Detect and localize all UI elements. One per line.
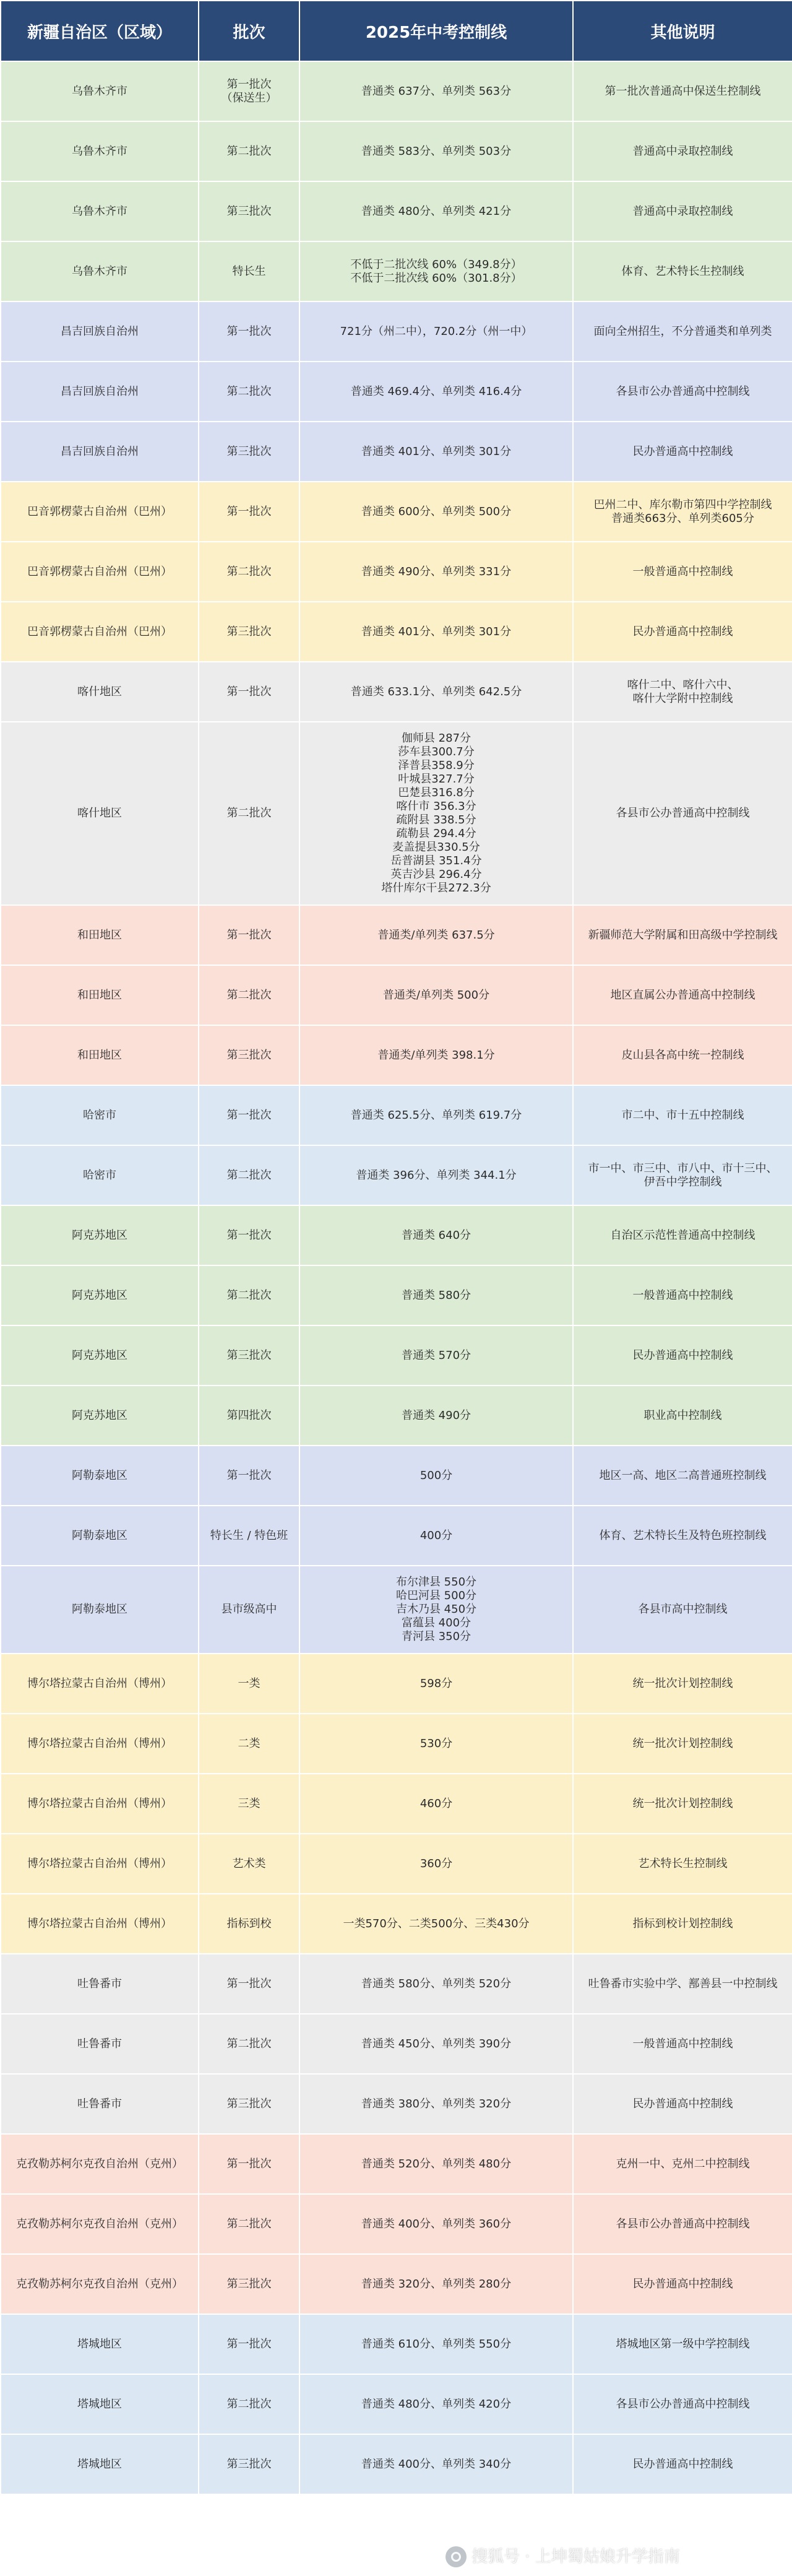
cell-region: 塔城地区: [1, 2434, 199, 2494]
cell-note: 塔城地区第一级中学控制线: [573, 2314, 792, 2374]
cell-note: 地区一高、地区二高普通班控制线: [573, 1446, 792, 1506]
cell-batch: 特长生 / 特色班: [199, 1506, 299, 1566]
cell-score: 一类570分、二类500分、三类430分: [299, 1894, 573, 1954]
cell-batch: 第二批次: [199, 2374, 299, 2434]
table-row: [1, 1145, 792, 1205]
cell-region: 哈密市: [1, 1085, 199, 1145]
cell-region: 吐鲁番市: [1, 1954, 199, 2014]
cell-score: 普通类 450分、单列类 390分: [299, 2014, 573, 2074]
cell-region: 塔城地区: [1, 2314, 199, 2374]
watermark: [446, 2544, 780, 2569]
cell-region: 克孜勒苏柯尔克孜自治州（克州）: [1, 2194, 199, 2254]
cell-note: 各县市公办普通高中控制线: [573, 362, 792, 422]
watermark-text: 搜狐号 · 上坤蜀姑娘升学指南: [471, 2548, 680, 2566]
cell-batch: 第二批次: [199, 1145, 299, 1205]
cell-score: 普通类/单列类 398.1分: [299, 1025, 573, 1085]
cell-region: 博尔塔拉蒙古自治州（博州）: [1, 1654, 199, 1714]
cell-batch: 艺术类: [199, 1834, 299, 1894]
cell-region: 乌鲁木齐市: [1, 181, 199, 241]
table-row: [1, 2254, 792, 2314]
table-row: [1, 1566, 792, 1654]
cell-region: 哈密市: [1, 1145, 199, 1205]
cell-batch: 第四批次: [199, 1386, 299, 1446]
cell-note: 普通高中录取控制线: [573, 121, 792, 181]
cell-score: 460分: [299, 1774, 573, 1834]
cell-region: 喀什地区: [1, 662, 199, 722]
header-region: 新疆自治区（区域）: [1, 1, 199, 61]
cell-region: 和田地区: [1, 905, 199, 965]
cell-batch: 第一批次: [199, 482, 299, 542]
cell-score: 360分: [299, 1834, 573, 1894]
cell-note: 统一批次计划控制线: [573, 1654, 792, 1714]
cell-batch: 第一批次: [199, 1446, 299, 1506]
cell-note: 指标到校计划控制线: [573, 1894, 792, 1954]
cell-note: 第一批次普通高中保送生控制线: [573, 61, 792, 121]
table-row: [1, 602, 792, 662]
cell-batch: 第二批次: [199, 965, 299, 1025]
cell-region: 博尔塔拉蒙古自治州（博州）: [1, 1894, 199, 1954]
table-row: [1, 121, 792, 181]
cell-batch: 第一批次: [199, 2314, 299, 2374]
table-body: [1, 61, 792, 2494]
cell-batch: 三类: [199, 1774, 299, 1834]
cell-score: 不低于二批次线 60%（349.8分） 不低于二批次线 60%（301.8分）: [299, 241, 573, 301]
cell-region: 阿勒泰地区: [1, 1566, 199, 1654]
cell-score: 布尔津县 550分 哈巴河县 500分 吉木乃县 450分 富蕴县 400分 青河县 350分: [299, 1566, 573, 1654]
cell-score: 普通类 490分: [299, 1386, 573, 1446]
cell-note: 民办普通高中控制线: [573, 2074, 792, 2134]
cell-region: 阿勒泰地区: [1, 1446, 199, 1506]
cell-note: 各县市公办普通高中控制线: [573, 2194, 792, 2254]
cell-batch: 第二批次: [199, 2014, 299, 2074]
cell-region: 塔城地区: [1, 2374, 199, 2434]
cell-batch: 第三批次: [199, 2074, 299, 2134]
cell-region: 博尔塔拉蒙古自治州（博州）: [1, 1714, 199, 1774]
cell-note: 民办普通高中控制线: [573, 2434, 792, 2494]
cell-score: 普通类 380分、单列类 320分: [299, 2074, 573, 2134]
cell-region: 吐鲁番市: [1, 2014, 199, 2074]
cell-note: 职业高中控制线: [573, 1386, 792, 1446]
cell-score: 普通类 580分、单列类 520分: [299, 1954, 573, 2014]
cell-score: 普通类 570分: [299, 1325, 573, 1386]
table-row: [1, 362, 792, 422]
cell-note: 一般普通高中控制线: [573, 2014, 792, 2074]
cell-note: 各县市高中控制线: [573, 1566, 792, 1654]
wechat-channel-icon: [446, 2546, 467, 2567]
cell-score: 普通类 583分、单列类 503分: [299, 121, 573, 181]
cell-score: 普通类 520分、单列类 480分: [299, 2134, 573, 2194]
cell-score: 500分: [299, 1446, 573, 1506]
cell-score: 普通类 580分: [299, 1265, 573, 1325]
cell-batch: 第一批次: [199, 301, 299, 362]
table-row: [1, 1085, 792, 1145]
cell-note: 吐鲁番市实验中学、鄯善县一中控制线: [573, 1954, 792, 2014]
cell-score: 普通类 625.5分、单列类 619.7分: [299, 1085, 573, 1145]
cell-note: 克州一中、克州二中控制线: [573, 2134, 792, 2194]
cell-note: 体育、艺术特长生及特色班控制线: [573, 1506, 792, 1566]
cell-note: 民办普通高中控制线: [573, 422, 792, 482]
cell-score: 普通类 401分、单列类 301分: [299, 422, 573, 482]
table-row: [1, 2014, 792, 2074]
cell-batch: 第三批次: [199, 181, 299, 241]
cell-score: 普通类 401分、单列类 301分: [299, 602, 573, 662]
cell-note: 一般普通高中控制线: [573, 542, 792, 602]
cell-region: 阿克苏地区: [1, 1386, 199, 1446]
cell-region: 昌吉回族自治州: [1, 301, 199, 362]
cell-batch: 第一批次: [199, 662, 299, 722]
header-note: 其他说明: [573, 1, 792, 61]
cell-region: 乌鲁木齐市: [1, 61, 199, 121]
table-row: [1, 542, 792, 602]
cell-score: 普通类 396分、单列类 344.1分: [299, 1145, 573, 1205]
cell-note: 巴州二中、库尔勒市第四中学控制线 普通类663分、单列类605分: [573, 482, 792, 542]
table-row: [1, 2434, 792, 2494]
cell-region: 昌吉回族自治州: [1, 422, 199, 482]
table-row: [1, 482, 792, 542]
cell-region: 和田地区: [1, 965, 199, 1025]
cell-batch: 第三批次: [199, 2434, 299, 2494]
cell-region: 喀什地区: [1, 722, 199, 905]
cell-region: 克孜勒苏柯尔克孜自治州（克州）: [1, 2134, 199, 2194]
cell-batch: 特长生: [199, 241, 299, 301]
table-row: [1, 61, 792, 121]
cell-batch: 第三批次: [199, 602, 299, 662]
table-row: [1, 1025, 792, 1085]
cell-batch: 第三批次: [199, 1025, 299, 1085]
table-row: [1, 181, 792, 241]
cell-batch: 二类: [199, 1714, 299, 1774]
table-row: [1, 662, 792, 722]
cell-batch: 第二批次: [199, 542, 299, 602]
cell-region: 阿克苏地区: [1, 1325, 199, 1386]
cell-region: 和田地区: [1, 1025, 199, 1085]
cell-note: 民办普通高中控制线: [573, 1325, 792, 1386]
cell-batch: 第三批次: [199, 422, 299, 482]
table-row: [1, 2374, 792, 2434]
table-row: [1, 1714, 792, 1774]
cell-note: 艺术特长生控制线: [573, 1834, 792, 1894]
cell-batch: 一类: [199, 1654, 299, 1714]
cell-region: 博尔塔拉蒙古自治州（博州）: [1, 1774, 199, 1834]
cell-note: 市二中、市十五中控制线: [573, 1085, 792, 1145]
cell-note: 统一批次计划控制线: [573, 1714, 792, 1774]
cell-note: 体育、艺术特长生控制线: [573, 241, 792, 301]
cell-score: 普通类 610分、单列类 550分: [299, 2314, 573, 2374]
cell-region: 巴音郭楞蒙古自治州（巴州）: [1, 602, 199, 662]
cell-batch: 第一批次: [199, 1085, 299, 1145]
cell-note: 各县市公办普通高中控制线: [573, 2374, 792, 2434]
header-score: 2025年中考控制线: [299, 1, 573, 61]
cell-score: 400分: [299, 1506, 573, 1566]
table-row: [1, 241, 792, 301]
cell-region: 阿克苏地区: [1, 1265, 199, 1325]
table-row: [1, 2134, 792, 2194]
table-row: [1, 965, 792, 1025]
cell-score: 普通类 400分、单列类 340分: [299, 2434, 573, 2494]
cell-batch: 第三批次: [199, 2254, 299, 2314]
cell-note: 民办普通高中控制线: [573, 602, 792, 662]
table-row: [1, 422, 792, 482]
cell-batch: 第三批次: [199, 1325, 299, 1386]
cell-batch: 第一批次: [199, 1954, 299, 2014]
cell-batch: 第二批次: [199, 1265, 299, 1325]
cell-note: 新疆师范大学附属和田高级中学控制线: [573, 905, 792, 965]
cell-note: 统一批次计划控制线: [573, 1774, 792, 1834]
cell-region: 博尔塔拉蒙古自治州（博州）: [1, 1834, 199, 1894]
table-row: [1, 2194, 792, 2254]
cell-note: 民办普通高中控制线: [573, 2254, 792, 2314]
cell-score: 普通类 480分、单列类 421分: [299, 181, 573, 241]
cell-note: 自治区示范性普通高中控制线: [573, 1205, 792, 1265]
cell-note: 面向全州招生，不分普通类和单列类: [573, 301, 792, 362]
cell-batch: 第一批次: [199, 905, 299, 965]
cell-batch: 第二批次: [199, 121, 299, 181]
cell-region: 吐鲁番市: [1, 2074, 199, 2134]
cell-score: 普通类/单列类 500分: [299, 965, 573, 1025]
table-row: [1, 1325, 792, 1386]
cell-note: 普通高中录取控制线: [573, 181, 792, 241]
cell-batch: 第一批次 （保送生）: [199, 61, 299, 121]
cell-note: 市一中、市三中、市八中、市十三中、 伊吾中学控制线: [573, 1145, 792, 1205]
table-row: [1, 1774, 792, 1834]
table-row: [1, 1954, 792, 2014]
table-row: [1, 301, 792, 362]
cell-batch: 第二批次: [199, 2194, 299, 2254]
cell-region: 乌鲁木齐市: [1, 241, 199, 301]
table-row: [1, 1205, 792, 1265]
cell-score: 普通类 637分、单列类 563分: [299, 61, 573, 121]
cell-batch: 第二批次: [199, 362, 299, 422]
cell-score: 普通类 469.4分、单列类 416.4分: [299, 362, 573, 422]
cell-region: 阿勒泰地区: [1, 1506, 199, 1566]
table-row: [1, 2314, 792, 2374]
cell-score: 普通类 480分、单列类 420分: [299, 2374, 573, 2434]
table-row: [1, 905, 792, 965]
cell-score: 普通类/单列类 637.5分: [299, 905, 573, 965]
cell-batch: 第二批次: [199, 722, 299, 905]
cell-region: 巴音郭楞蒙古自治州（巴州）: [1, 542, 199, 602]
cell-score: 伽师县 287分 莎车县300.7分 泽普县358.9分 叶城县327.7分 巴楚县316.8分 喀什市 356.3分 疏附县 338.5分 疏勒县 294.4分 麦盖提县330.5分 岳普湖县 351.4分 英吉沙县 296.4分 塔什库尔干县272.3分: [299, 722, 573, 905]
cell-score: 普通类 490分、单列类 331分: [299, 542, 573, 602]
cell-note: 皮山县各高中统一控制线: [573, 1025, 792, 1085]
table-row: [1, 1386, 792, 1446]
cell-score: 530分: [299, 1714, 573, 1774]
table-row: [1, 1834, 792, 1894]
cell-score: 721分（州二中），720.2分（州一中）: [299, 301, 573, 362]
cell-region: 巴音郭楞蒙古自治州（巴州）: [1, 482, 199, 542]
cell-note: 地区直属公办普通高中控制线: [573, 965, 792, 1025]
cell-region: 克孜勒苏柯尔克孜自治州（克州）: [1, 2254, 199, 2314]
cell-batch: 县市级高中: [199, 1566, 299, 1654]
cell-region: 阿克苏地区: [1, 1205, 199, 1265]
cell-score: 普通类 600分、单列类 500分: [299, 482, 573, 542]
table-row: [1, 1506, 792, 1566]
cell-batch: 第一批次: [199, 1205, 299, 1265]
table-row: [1, 1265, 792, 1325]
cell-region: 乌鲁木齐市: [1, 121, 199, 181]
cell-score: 普通类 640分: [299, 1205, 573, 1265]
table-header-row: [1, 1, 792, 61]
cell-region: 昌吉回族自治州: [1, 362, 199, 422]
table-row: [1, 1446, 792, 1506]
table-row: [1, 1894, 792, 1954]
cell-note: 各县市公办普通高中控制线: [573, 722, 792, 905]
cell-note: 一般普通高中控制线: [573, 1265, 792, 1325]
cell-score: 普通类 320分、单列类 280分: [299, 2254, 573, 2314]
cell-batch: 指标到校: [199, 1894, 299, 1954]
table-row: [1, 2074, 792, 2134]
cell-batch: 第一批次: [199, 2134, 299, 2194]
cell-score: 普通类 633.1分、单列类 642.5分: [299, 662, 573, 722]
cell-score: 普通类 400分、单列类 360分: [299, 2194, 573, 2254]
cell-note: 喀什二中、喀什六中、 喀什大学附中控制线: [573, 662, 792, 722]
header-batch: 批次: [199, 1, 299, 61]
table-row: [1, 722, 792, 905]
table-row: [1, 1654, 792, 1714]
cell-score: 598分: [299, 1654, 573, 1714]
